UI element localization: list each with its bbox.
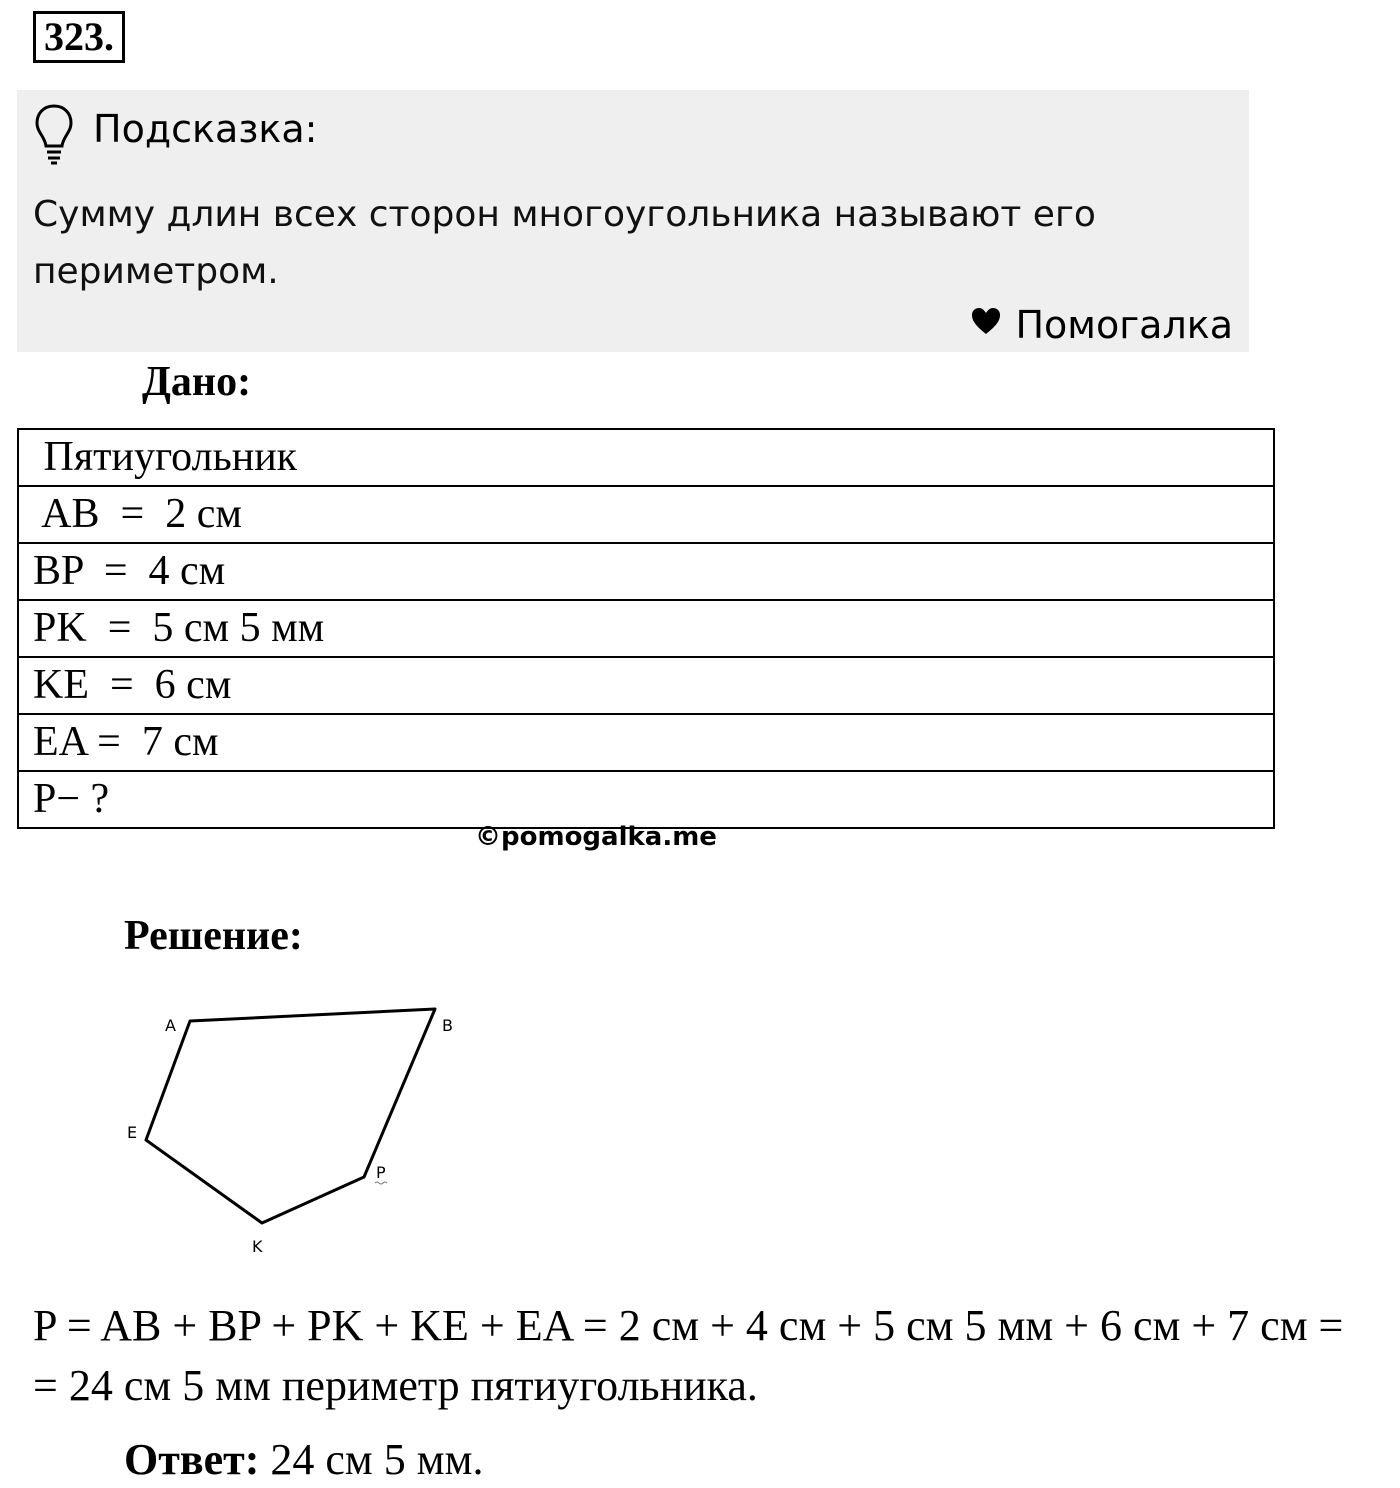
pentagon-shape <box>146 1009 435 1223</box>
given-cell: BP = 4 см <box>18 543 1274 600</box>
table-row <box>18 429 1274 486</box>
table-row <box>18 486 1274 543</box>
table-row <box>18 714 1274 771</box>
table-row <box>18 771 1274 828</box>
given-cell: KE = 6 см <box>18 657 1274 714</box>
vertex-label-b: B <box>442 1016 453 1035</box>
given-cell: PK = 5 см 5 мм <box>18 600 1274 657</box>
table-row <box>18 600 1274 657</box>
hint-title: Подсказка: <box>93 107 318 151</box>
vertex-label-e: E <box>127 1123 138 1142</box>
lightbulb-icon <box>33 102 75 166</box>
given-cell: Пятиугольник <box>18 429 1274 486</box>
table-row <box>18 543 1274 600</box>
vertex-label-a: A <box>165 1016 176 1035</box>
solution-heading: Решение: <box>124 913 303 959</box>
given-table <box>17 428 1275 829</box>
given-heading: Дано: <box>142 359 252 405</box>
given-cell: EA = 7 см <box>18 714 1274 771</box>
heart-icon <box>971 307 1001 335</box>
table-row <box>18 657 1274 714</box>
answer-label: Ответ: <box>124 1435 260 1484</box>
task-number: 323. <box>33 11 125 63</box>
hint-brand-label: Помогалка <box>1015 303 1233 347</box>
answer <box>124 1432 483 1488</box>
given-cell: AB = 2 см <box>18 486 1274 543</box>
answer-value: 24 см 5 мм. <box>259 1435 484 1484</box>
hint-brand[interactable] <box>971 300 1233 350</box>
vertex-label-p: P <box>376 1163 386 1182</box>
hint-text: Сумму длин всех сторон многоугольника называют его периметром. <box>33 194 1096 292</box>
given-cell: P− ? <box>18 771 1274 828</box>
vertex-label-k: K <box>252 1237 263 1256</box>
watermark: ©pomogalka.me <box>475 822 717 852</box>
hint-box <box>17 90 1249 352</box>
solution-formula: P = AB + BP + PK + KE + EA = 2 см + 4 см + 5 см 5 мм + 6 см + 7 см = = 24 см 5 мм периметр пятиугольника. <box>33 1301 1344 1410</box>
pentagon-figure <box>110 990 490 1270</box>
squiggle-underline <box>375 1182 387 1184</box>
